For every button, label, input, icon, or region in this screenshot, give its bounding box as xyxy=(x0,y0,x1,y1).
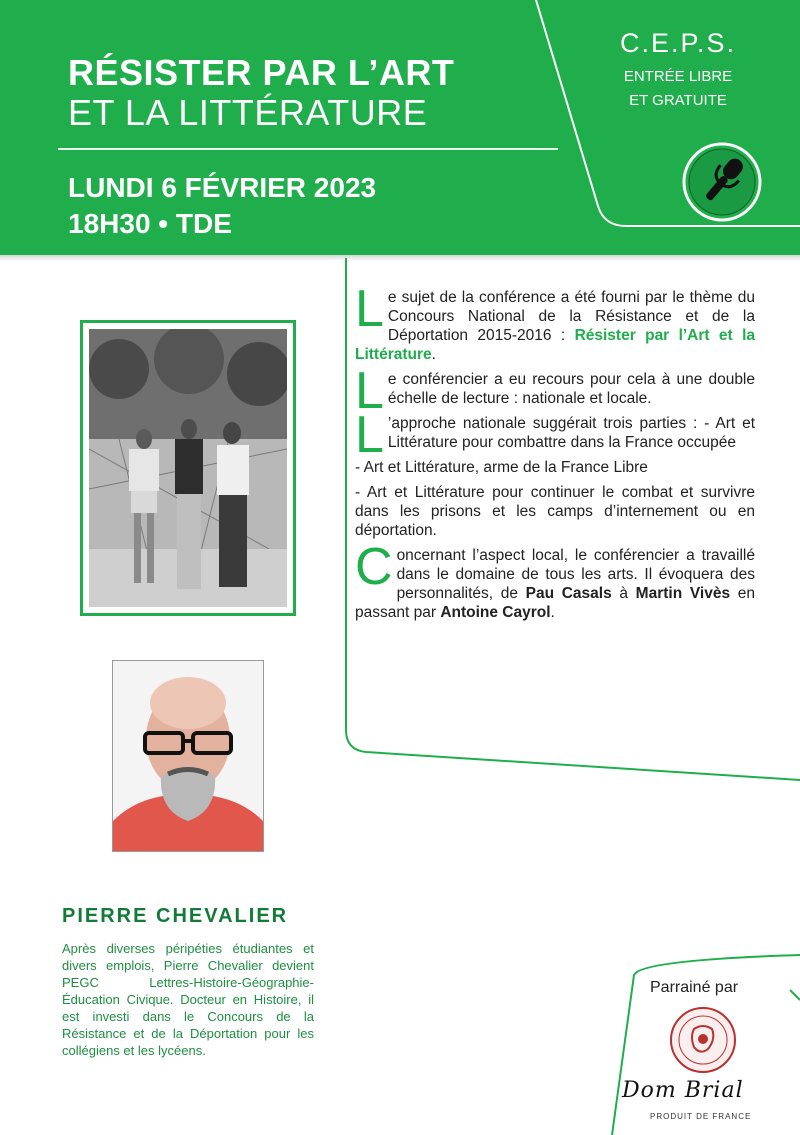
article-paragraph xyxy=(355,458,755,477)
paragraph-text: e conférencier a eu recours pour cela à une double échelle de lecture : nationale et locale. xyxy=(387,371,755,407)
speaker-bio: Après diverses péripéties étudiantes et divers emplois, Pierre Chevalier devient PEGC Lettres-Histoire-Géographie-Éducation Civique. Docteur en Histoire, il est investi dans le Concours de la Résistance et de la Déportation pour les collégiens et les lycéens. xyxy=(62,941,314,1058)
person-name: Pau Casals xyxy=(525,585,612,602)
event-title-line1: RÉSISTER PAR L’ART xyxy=(68,52,455,93)
paragraph-text: - Art et Littérature pour continuer le combat et survivre dans les prisons et les camps d’internement ou en déportation. xyxy=(355,484,755,539)
drop-cap: L xyxy=(355,280,384,338)
paragraph-text: ’approche nationale suggérait trois parties : - Art et Littérature pour combattre dans la France occupée xyxy=(387,415,755,451)
article-paragraph xyxy=(355,538,755,622)
historical-photo-frame xyxy=(80,320,296,616)
entry-info-line2: ET GRATUITE xyxy=(629,92,727,109)
article-body xyxy=(355,280,755,628)
drop-cap: L xyxy=(355,362,384,420)
speaker-portrait-image xyxy=(113,661,263,851)
sponsor-label: Parrainé par xyxy=(650,979,739,996)
event-date: LUNDI 6 FÉVRIER 2023 xyxy=(68,172,377,203)
article-paragraph xyxy=(355,280,755,364)
header-divider xyxy=(58,148,558,150)
sponsor-seal-icon xyxy=(668,1005,738,1075)
paragraph-text: . xyxy=(431,346,436,363)
highlight-topic: Résister par l’Art et la Littérature xyxy=(355,327,755,363)
person-name: Martin Vivès xyxy=(635,585,731,602)
historical-photo xyxy=(89,329,287,607)
header-shadow xyxy=(0,255,800,261)
organizer-name: C.E.P.S. xyxy=(619,28,737,58)
drop-cap: C xyxy=(355,538,393,596)
entry-info-line1: ENTRÉE LIBRE xyxy=(623,68,733,85)
event-title-line2: ET LA LITTÉRATURE xyxy=(68,92,428,133)
paragraph-text: en passant par xyxy=(355,585,755,621)
event-time: 18H30 • TDE xyxy=(68,208,232,239)
article-paragraph xyxy=(355,483,755,540)
article-paragraph xyxy=(355,362,755,420)
paragraph-text: - Art et Littérature, arme de la France Libre xyxy=(355,459,648,476)
header-banner xyxy=(0,0,800,255)
sponsor-brand: Dom Brial xyxy=(622,1078,744,1103)
paragraph-text: . xyxy=(550,604,555,621)
drop-cap: L xyxy=(355,406,384,464)
speaker-name: PIERRE CHEVALIER xyxy=(62,905,289,927)
microphone-icon xyxy=(680,140,764,224)
paragraph-text: e sujet de la conférence a été fourni par le thème du Concours National de la Résistance et de la Déportation 2015-2016 : xyxy=(387,289,755,344)
paragraph-text: à xyxy=(611,585,636,602)
paragraph-text: oncernant l’aspect local, le conférencier a travaillé dans le domaine de tous les arts. Il évoquera des personnalités, de xyxy=(396,547,755,602)
speaker-portrait xyxy=(112,660,264,852)
sponsor-brand-subtitle: PRODUIT DE FRANCE xyxy=(650,1112,752,1121)
article-paragraph xyxy=(355,406,755,464)
person-name: Antoine Cayrol xyxy=(440,604,551,621)
